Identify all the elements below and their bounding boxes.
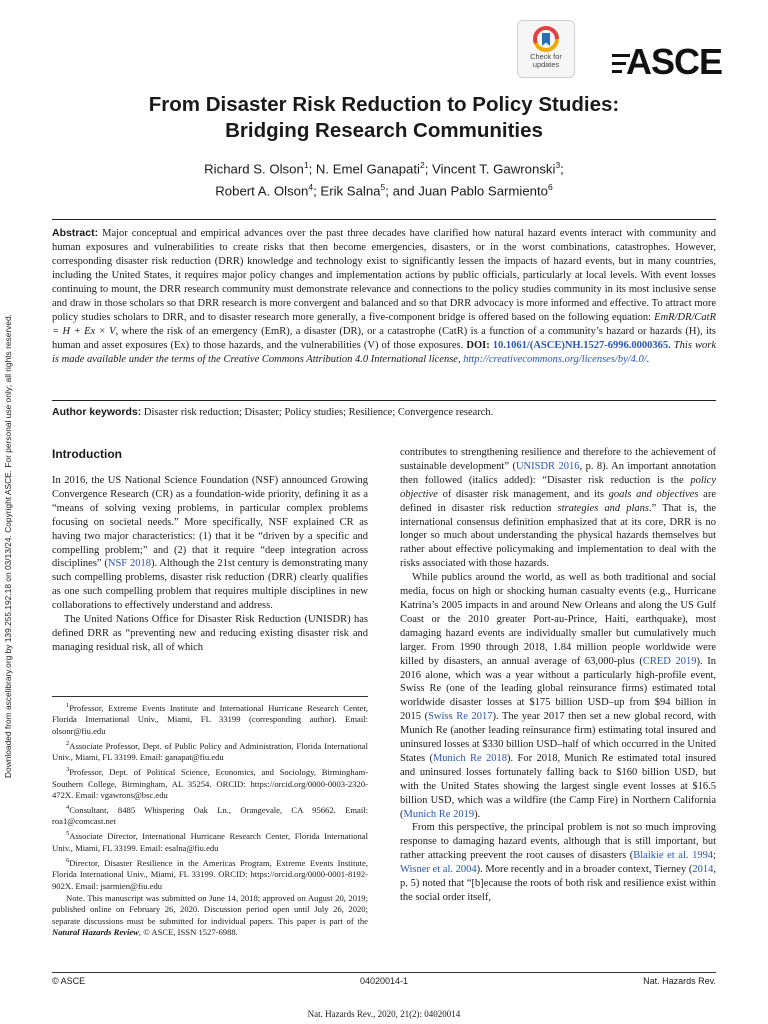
paragraph: The United Nations Office for Disaster Risk Reduction (UNISDR) has defined DRR as “preventing new and reducing existing disaster risk and managing residual risk, all of which — [52, 614, 368, 653]
reference-link[interactable]: Swiss Re 2017 — [428, 711, 493, 723]
paper-title — [60, 92, 708, 144]
citation-line: Nat. Hazards Rev., 2020, 21(2): 04020014 — [307, 1009, 461, 1019]
doi-label: DOI: — [466, 340, 493, 351]
reference-link[interactable]: Munich Re 2019 — [403, 808, 475, 820]
license-end: . — [646, 354, 650, 365]
author-separator: ; — [313, 183, 321, 199]
asce-logo — [612, 41, 723, 82]
bookmark-icon — [533, 26, 559, 52]
footnote: $^3$Professor, Dept. of Political Science, Economics, and Sociology, Birmingham-Southern College, Birmingham, AL 35254. ORCID: https://orcid.org/0000-0003-2320-472X. Email: vgawrons@bsc.edu — [52, 766, 368, 801]
author-separator: ; — [424, 161, 433, 177]
title-line-2: Bridging Research Communities — [225, 119, 543, 142]
abstract-equation: EmR/DR/CatR = H + Ex × V — [52, 312, 716, 337]
page-footer — [52, 976, 716, 990]
reference-link[interactable]: 2014 — [692, 864, 714, 876]
footnote: $^6$Director, Disaster Resilience in the Americas Program, Extreme Events Institute, Florida International Univ., Miami, FL 33199. ORCID: https://orcid.org/0000-0001-8192-902X. Email: jsarmien@fiu.edu — [52, 856, 368, 891]
author-name: Richard S. Olson — [204, 161, 304, 177]
abstract — [52, 226, 716, 367]
author-list — [60, 156, 708, 201]
affiliation-sup: 5 — [380, 182, 386, 193]
doi-link[interactable]: 10.1061/(ASCE)NH.1527-6996.0000365. — [492, 340, 671, 351]
reference-link[interactable]: CRED 2019 — [642, 655, 697, 667]
reference-link[interactable]: Munich Re 2018 — [432, 752, 508, 764]
author-name: Robert A. Olson — [215, 183, 309, 199]
reference-link[interactable]: Blaikie et al. 1994 — [633, 850, 714, 862]
paragraph: In 2016, the US National Science Foundation (NSF) announced Growing Convergence Research (CR) as a foundation-wide priority, defining it as a “means of solving vexing problems, in particular complex problems focusing on societal needs.” More specifically, NSF explained CR as having two major characteristics: (1) that it be “driven by a specific and compelling problem;” and (2) that it require “deep integration across disciplines” (NSF 2018). Although the 21st century is demonstrating many such compelling problems, disaster risk reduction (DRR) clearly qualifies as one such compelling problem that requires multiple disciplines in new collaborations to effectively understand and address. — [52, 475, 368, 612]
reference-link[interactable]: UNISDR 2016 — [515, 460, 580, 472]
check-for-updates-badge[interactable] — [517, 20, 575, 78]
footnote: $^5$Associate Director, International Hurricane Research Center, Florida International Univ., Miami, FL 33199. Email: esalna@fiu.edu — [52, 830, 368, 853]
abstract-top-rule — [52, 219, 716, 220]
keywords-label: Author keywords: — [52, 406, 142, 418]
author-name: N. Emel Ganapati — [315, 161, 420, 177]
paragraph: From this perspective, the principal problem is not so much improving response to damaging hazard events, although that is still important, but rather attacking preevent the root causes of disasters (Blaikie et al. 1994; Wisner et al. 2004). More recently and in a broader context, Tierney (2014, p. 5) noted that “[b]ecause the roots of both risk and resilience exist within the social order itself, — [400, 822, 716, 903]
authors-line-2 — [60, 178, 708, 200]
abstract-body: Major conceptual and empirical advances over the past three decades have clarified how natural hazard events interact with community and human exposures and vulnerabilities to create risks that then become emergencies, disasters, or in the worst combinations, catastrophes. However, corresponding disaster risk reduction (DRR) knowledge and technology exist to significantly lessen the impacts of hazard events, but in many countries, including the United States, it requires major policy changes and implementation actions by public officials, particularly at local levels. With event losses continuing to mount, the DRR research community must demonstrate relevance and connections to the policy studies community in its most inclusive sense and draw in those scholars so that DRR research is more convergent and balanced and so that DRR advocacy is more informed and effective. To attract more policy studies scholars to DRR, and to disaster research more generally, a five-component bridge is offered based on the following equation: — [52, 228, 716, 323]
footer-copyright: © ASCE — [52, 976, 86, 986]
footnote: $^1$Professor, Extreme Events Institute and International Hurricane Research Center, Florida International Univ., Miami, FL 33199 (corresponding author). Email: olsonr@fiu.edu — [52, 702, 368, 736]
asce-logo-text: ASCE — [626, 41, 723, 82]
reference-link[interactable]: NSF 2018 — [107, 558, 151, 570]
footer-rule — [52, 972, 716, 973]
footer-journal: Nat. Hazards Rev. — [643, 976, 716, 986]
author-name: Erik Salna — [320, 183, 381, 199]
paragraph: contributes to strengthening resilience and therefore to the achievement of sustainable development” (UNISDR 2016, p. 8). An important annotation then followed (italics added): “Disaster risk reduction is the policy objective of disaster risk management, and its goals and objectives are defined in disaster risk reduction strategies and plans.” That is, the international consensus definition emphasized that at its core, DRR is no longer so much about understanding the physical hazards themselves but rather about effective policymaking and implementation to deal with the risks associated with those hazards. — [400, 447, 717, 570]
badge-line-2: updates — [532, 60, 560, 69]
left-column — [52, 446, 368, 655]
right-column — [400, 446, 716, 905]
badge-line-1: Check for — [530, 52, 562, 61]
affiliation-sup: 1 — [303, 160, 309, 170]
authors-line-1 — [60, 156, 708, 178]
section-heading-introduction: Introduction — [52, 447, 122, 461]
reference-link[interactable]: Wisner et al. 2004 — [400, 864, 477, 876]
footer-page-id: 04020014-1 — [359, 976, 409, 986]
author-name: Vincent T. Gawronski — [432, 161, 556, 177]
license-link[interactable]: http://creativecommons.org/licenses/by/4.0/ — [463, 354, 647, 365]
affiliation-sup: 2 — [419, 160, 425, 170]
abstract-body-2: , where the risk of an emergency (EmR), a disaster (DR), or a catastrophe (CatR) is a function of a community’s hazard or hazards (H), its human and asset exposures (Ex) to those hazards, and the vulnerabilities (V) of those exposures. — [52, 326, 716, 351]
author-separator: ; — [560, 161, 564, 177]
submission-note: Note. This manuscript was submitted on June 14, 2018; approved on August 20, 2019; published online on February 26, 2020. Discussion period open until July 26, 2020; separate discussions must be submitted for individual papers. This paper is part of the Natural Hazards Review, © ASCE, ISSN 1527-6988. — [52, 892, 368, 938]
affiliation-sup: 4 — [308, 182, 314, 193]
author-name: Juan Pablo Sarmiento — [418, 183, 549, 199]
affiliation-sup: 3 — [555, 160, 561, 170]
keywords-text: Disaster risk reduction; Disaster; Policy studies; Resilience; Convergence research. — [141, 407, 494, 418]
license-text: This work is made available under the terms of the Creative Commons Attribution 4.0 International license, — [52, 340, 716, 365]
title-line-1: From Disaster Risk Reduction to Policy Studies: — [148, 93, 620, 116]
footnotes — [52, 696, 368, 939]
affiliation-sup: 6 — [548, 182, 553, 193]
paragraph: While publics around the world, as well as both traditional and social media, focus on high or shocking human casualty events (e.g., Hurricane Katrina’s 2005 impacts in and around New Orleans and along the US Gulf Coast or the 2010 greater Port-au-Prince, Haiti, earthquake), most damaging hazard events are individually smaller but cumulatively much larger. From 1990 through 2018, 1.84 million people worldwide were killed by disasters, an annual average of 63,000-plus (CRED 2019). In 2016 alone, which was a year without a particularly high-profile event, Swiss Re (one of the leading global reinsurance firms) estimated total worldwide disaster losses at $175 billion USD–up from $94 billion in 2015 (Swiss Re 2017). The year 2017 then set a new global record, with Munich Re (another leading reinsurance firm) estimating total insured and uninsured losses at $330 billion USD–half of which occurred in the United States (Munich Re 2018). For 2018, Munich Re estimated total insured and uninsured losses fortunately falling back to $160 billion USD, but with the United States showing the largest single event losses at $16.5 billion USD, which was a wildfire (the Camp Fire) in Northern California (Munich Re 2019). — [400, 572, 717, 820]
download-notice-text: Downloaded from ascelibrary.org by 139.255.192.18 on 03/13/24. Copyright ASCE. For personal use only; all rights reserved. — [3, 314, 13, 778]
author-keywords — [52, 405, 716, 420]
keywords-rule — [52, 400, 716, 401]
abstract-label: Abstract: — [52, 227, 99, 239]
download-notice — [2, 218, 16, 778]
footnote: $^4$Consultant, 8485 Whispering Oak Ln., Orangevale, CA 95662. Email: roa1@comcast.net — [52, 804, 368, 827]
author-separator: ; — [308, 161, 316, 177]
author-separator: ; and — [385, 183, 419, 199]
footnote: $^2$Associate Professor, Dept. of Public Policy and Administration, Florida International Univ., Miami, FL 33199. Email: ganapat@fiu.edu — [52, 739, 368, 763]
